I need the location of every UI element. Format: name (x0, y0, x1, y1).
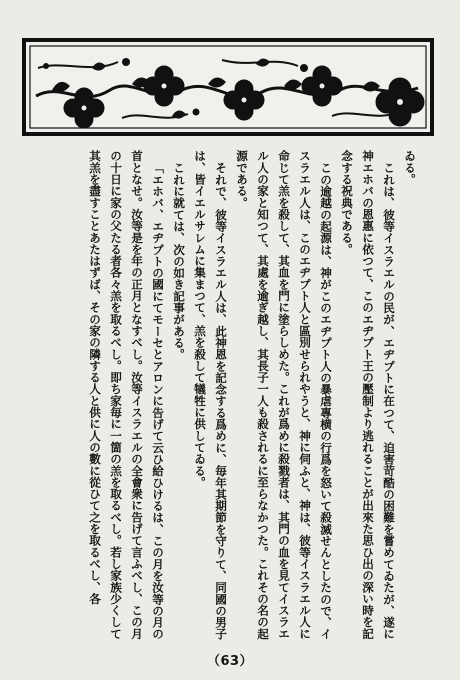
page-number: （63） (206, 654, 254, 669)
paragraph: これに就ては、次の如き記事がある。 (172, 161, 186, 360)
paragraph: それで、彼等イスラエル人は、此神恩を記念する爲めに、毎年其期節を守りて、同國の男子は、皆イエルサレムに集まつて、羔を殺して犠牲に供してゐる。 (193, 150, 228, 640)
paragraph: この逾越の起源は、神がこのエヂプト人の暴虐專横の行爲を怒いて殺滅せんとしたので、イスラエル人は、このエヂプト人と區別せられやうと、神に伺ふと、神は、彼等イスラエル人に命じて羔を殺して、其血を門に塗らしめた。これが爲めに殺戮者は、其門の血を見てイスラエル人の家と知つて、其處を逾ぎ越し、其長子一人も殺されるに至らなかつた。これその名の起源である。 (235, 150, 333, 640)
paragraph: 「エホバ、エヂプトの國にてモーセとアロンに告げて云ひ給ひけるは、この月を汝等の月の首となせ。汝等是を年の正月となすべし。汝等イスラエルの全會衆に告げて言ふべし、この月の十日に家の父たる者各々羔を取るべし。即ち家毎に一箇の羔を取るべし。若し家族少くして其羔を盡すことあたはずば、その家の隣する人と供に人の數に從ひて之を取るべし、各 (88, 150, 165, 640)
paragraph: ゐる。 (403, 150, 417, 185)
floral-vine-illustration (22, 38, 434, 136)
vertical-body-text (48, 150, 420, 642)
decorative-header-banner (22, 38, 434, 136)
paragraph: これは、彼等イスラエルの民が、エヂプトに在つて、迫害苛酷の困難を嘗めてゐたが、遂に神エホバの恩惠に依つて、このエヂプト王の壓制より逃れることが出來た思ひ出の深い時を記念する祝典である。 (340, 150, 396, 640)
